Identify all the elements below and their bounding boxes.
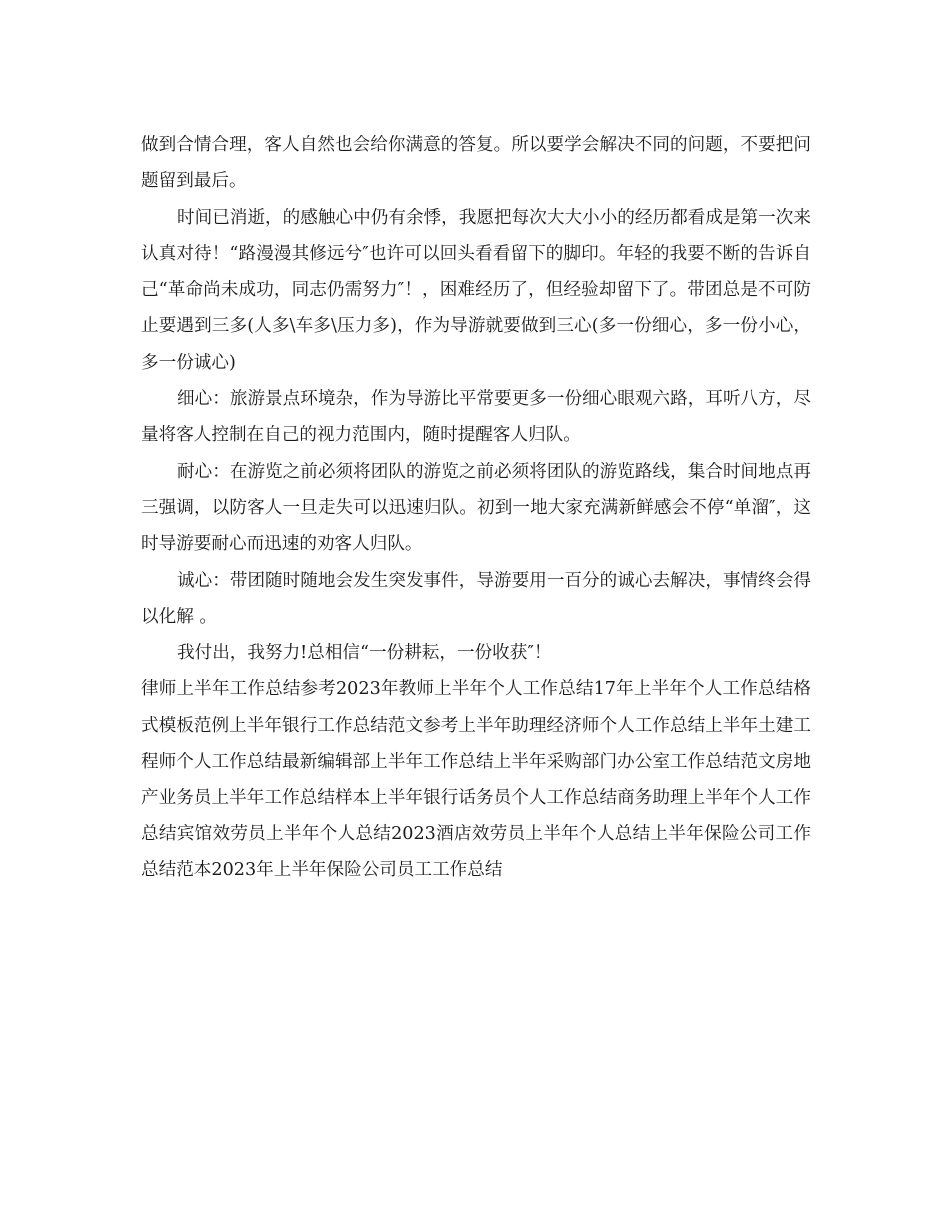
paragraph-reflection: 时间已消逝，的感触心中仍有余悸，我愿把每次大大小小的经历都看成是第一次来认真对待！“路漫漫其修远兮″也许可以回头看看留下的脚印。年轻的我要不断的告诉自己“革命尚未成功，同志仍需努力″！，困难经历了，但经验却留下了。带团总是不可防止要遇到三多(人多\车多\压力多)，作为导游就要做到三心(多一份细心，多一份小心，多一份诚心): [141, 207, 811, 373]
related-articles-list: 律师上半年工作总结参考2023年教师上半年个人工作总结17年上半年个人工作总结格式模板范例上半年银行工作总结范文参考上半年助理经济师个人工作总结上半年土建工程师个人工作总结最新编辑部上半年工作总结上半年采购部门办公室工作总结范文房地产业务员上半年工作总结样本上半年银行话务员个人工作总结商务助理上半年个人工作总结宾馆效劳员上半年个人总结2023酒店效劳员上半年个人总结上半年保险公司工作总结范本2023年上半年保险公司员工工作总结: [141, 679, 811, 881]
paragraph-closing: 我付出，我努力!总相信“一份耕耘，一份收获″！: [177, 643, 552, 664]
paragraph-patience: 耐心：在游览之前必须将团队的游览之前必须将团队的游览路线，集合时间地点再三强调，以防客人一旦走失可以迅速归队。初到一地大家充满新鲜感会不停“单溜″，这时导游要耐心而迅速的劝客人归队。: [141, 461, 811, 555]
document-body: [141, 127, 811, 889]
paragraph-sincerity: 诚心：带团随时随地会发生突发事件，导游要用一百分的诚心去解决，事情终会得以化解 。: [141, 570, 811, 627]
paragraph-attentiveness: 细心：旅游景点环境杂，作为导游比平常要更多一份细心眼观六路，耳听八方，尽量将客人控制在自己的视力范围内，随时提醒客人归队。: [141, 389, 811, 446]
paragraph-continuation: 做到合情合理，客人自然也会给你满意的答复。所以要学会解决不同的问题，不要把问题留到最后。: [141, 135, 811, 192]
